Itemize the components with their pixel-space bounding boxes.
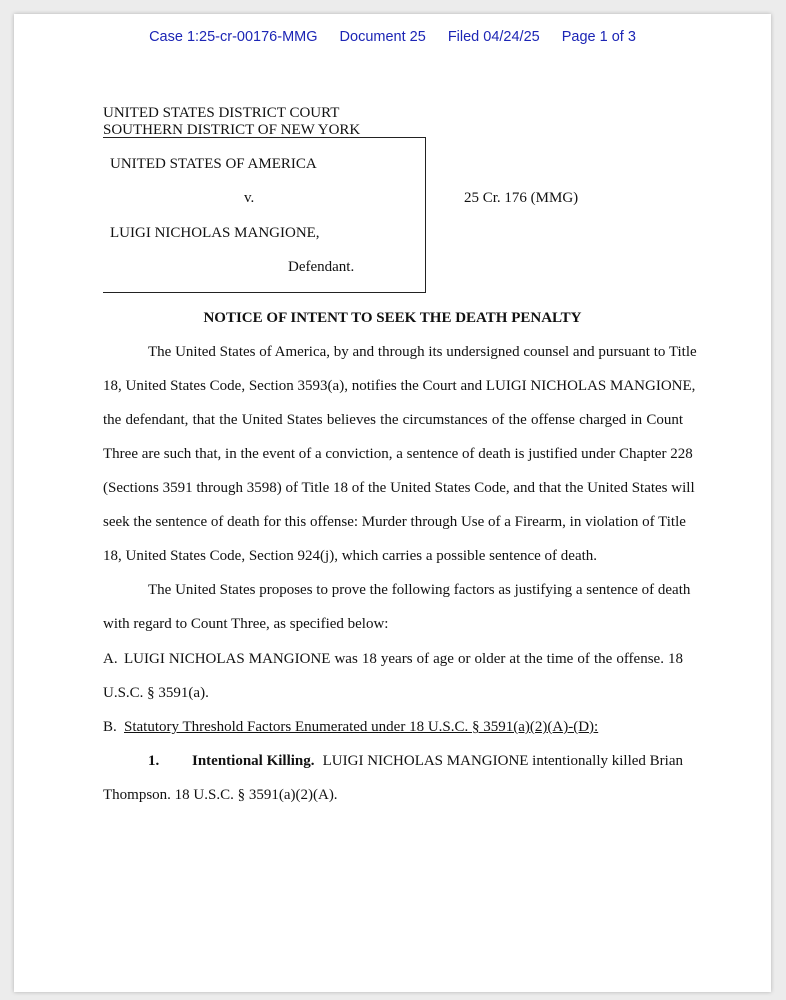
- filed-date-stamp: Filed 04/24/25: [447, 29, 540, 45]
- court-line-2: SOUTHERN DISTRICT OF NEW YORK: [103, 122, 361, 138]
- caption-defendant-role: Defendant.: [288, 259, 355, 275]
- paragraph-1-line: the defendant, that the United States believes the circumstances of the offense charged in Count: [103, 412, 683, 428]
- paragraph-1-line: (Sections 3591 through 3598) of Title 18 of the United States Code, and that the United States will: [103, 480, 695, 496]
- paragraph-1-line: seek the sentence of death for this offense: Murder through Use of a Firearm, in violation of Title: [103, 514, 686, 530]
- factor-b-heading: Statutory Threshold Factors Enumerated under 18 U.S.C. § 3591(a)(2)(A)-(D):: [124, 719, 599, 735]
- case-number-stamp: Case 1:25-cr-00176-MMG: [149, 29, 318, 45]
- case-number: 25 Cr. 176 (MMG): [464, 190, 579, 206]
- caption-defendant: LUIGI NICHOLAS MANGIONE,: [110, 225, 320, 241]
- paragraph-1-line: 18, United States Code, Section 3593(a), notifies the Court and LUIGI NICHOLAS MANGIONE,: [103, 378, 696, 394]
- factor-a-line-1: LUIGI NICHOLAS MANGIONE was 18 years of age or older at the time of the offense. 18: [124, 651, 683, 667]
- caption-plaintiff: UNITED STATES OF AMERICA: [110, 156, 317, 172]
- document-number-stamp: Document 25: [339, 29, 426, 45]
- caption-versus: v.: [244, 190, 255, 206]
- paragraph-1-line: The United States of America, by and through its undersigned counsel and pursuant to Title: [148, 344, 697, 360]
- item-1-heading: Intentional Killing.: [192, 753, 315, 769]
- factor-a-line-2: U.S.C. § 3591(a).: [103, 685, 209, 701]
- item-1-text: LUIGI NICHOLAS MANGIONE intentionally killed Brian: [322, 753, 683, 769]
- item-1-number: 1.: [148, 753, 160, 769]
- factor-b-label: B.: [103, 719, 117, 735]
- case-caption-box: [103, 137, 426, 293]
- document-title: NOTICE OF INTENT TO SEEK THE DEATH PENALTY: [203, 310, 582, 326]
- paragraph-1-line: 18, United States Code, Section 924(j), which carries a possible sentence of death.: [103, 548, 598, 564]
- paragraph-1-line: Three are such that, in the event of a conviction, a sentence of death is justified under Chapter 228: [103, 446, 693, 462]
- page-number-stamp: Page 1 of 3: [561, 29, 636, 45]
- factor-a-label: A.: [103, 651, 118, 667]
- court-name: [103, 105, 360, 139]
- ecf-header-stamp: [14, 29, 771, 45]
- paragraph-2-line: with regard to Count Three, as specified below:: [103, 616, 389, 632]
- document-page: [14, 14, 771, 992]
- court-line-1: UNITED STATES DISTRICT COURT: [103, 105, 340, 121]
- paragraph-2-line: The United States proposes to prove the following factors as justifying a sentence of death: [148, 582, 691, 598]
- item-1-line-2: Thompson. 18 U.S.C. § 3591(a)(2)(A).: [103, 787, 338, 803]
- item-1-line-1: [192, 753, 683, 770]
